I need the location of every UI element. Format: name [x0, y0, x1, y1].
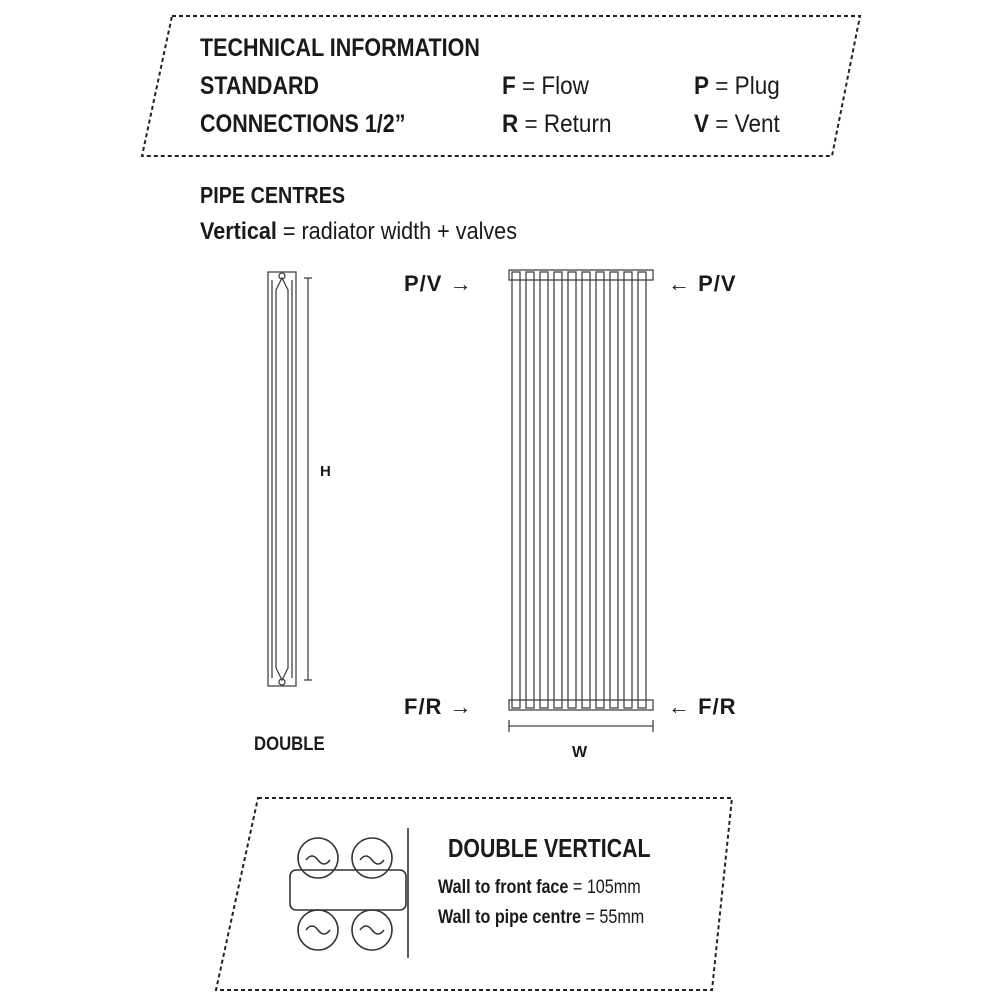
front-face-measure	[438, 877, 641, 899]
legend-value: Vent	[734, 110, 780, 138]
pipe-centres-rule	[200, 218, 517, 246]
bottom-left-fr-label: F/R →	[404, 694, 473, 719]
legend-value: Plug	[734, 72, 780, 100]
pipe-centre-label: Wall to pipe centre	[438, 907, 581, 928]
height-label: H	[320, 463, 331, 480]
legend-key: F	[502, 72, 516, 100]
legend-vent	[694, 110, 780, 139]
legend-eq: =	[715, 110, 729, 138]
technical-title: TECHNICAL INFORMATION	[200, 34, 480, 62]
rule-text: = radiator width + valves	[282, 218, 517, 245]
pipe-centre-measure	[438, 907, 644, 929]
radiator-tube	[554, 272, 562, 708]
radiator-tube	[596, 272, 604, 708]
front-face-label: Wall to front face	[438, 877, 569, 898]
legend-return	[502, 110, 611, 139]
connections-label: CONNECTIONS 1/2”	[200, 110, 406, 138]
legend-value: Flow	[541, 72, 589, 100]
bottom-right-fr-label: ← F/R	[668, 694, 737, 719]
double-vertical-title: DOUBLE VERTICAL	[448, 833, 651, 863]
standard-label: STANDARD	[200, 72, 320, 100]
legend-flow	[502, 72, 589, 101]
radiator-tube	[512, 272, 520, 708]
radiator-tube	[638, 272, 646, 708]
radiator-tube	[540, 272, 548, 708]
radiator-tube	[610, 272, 618, 708]
radiator-tube	[624, 272, 632, 708]
pipe-centres-heading: PIPE CENTRES	[200, 182, 346, 208]
rule-key: Vertical	[200, 218, 277, 245]
legend-value: Return	[543, 110, 612, 138]
cross-section-drawing	[290, 828, 408, 958]
radiator-tube	[582, 272, 590, 708]
side-view-radiator	[268, 272, 312, 686]
legend-key: P	[694, 72, 710, 100]
legend-eq: =	[524, 110, 538, 138]
legend-key: R	[502, 110, 519, 138]
legend-eq: =	[715, 72, 729, 100]
pipe-centre-value: = 55mm	[585, 907, 645, 928]
legend-plug	[694, 72, 780, 101]
radiator-tube	[568, 272, 576, 708]
legend-eq: =	[522, 72, 536, 100]
side-view-caption: DOUBLE	[254, 734, 325, 755]
front-face-value: = 105mm	[572, 877, 641, 898]
top-right-pv-label: ← P/V	[668, 271, 737, 296]
legend-key: V	[694, 110, 710, 138]
width-label: W	[572, 744, 588, 761]
radiator-tube	[526, 272, 534, 708]
top-left-pv-label: P/V →	[404, 271, 473, 296]
front-view-radiator	[509, 270, 653, 732]
